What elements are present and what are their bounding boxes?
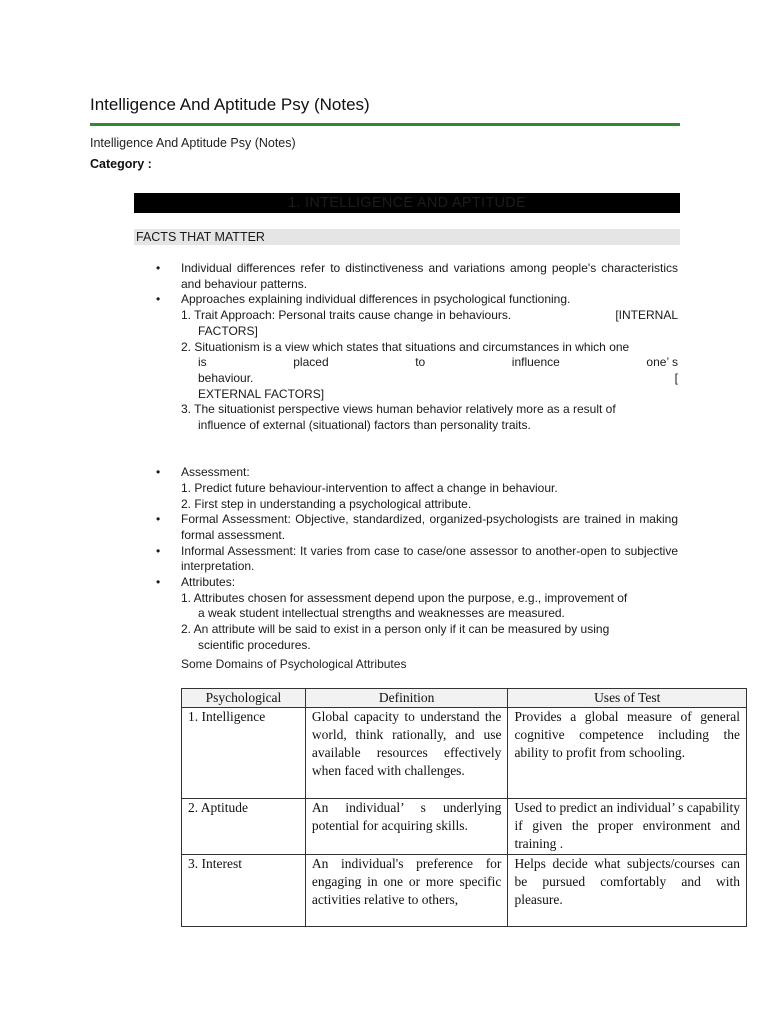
list-subitem-continuation: FACTORS] (198, 323, 258, 338)
list-item: • Formal Assessment: Objective, standardized, organized-psychologists are trained in making formal assessment. (156, 512, 678, 542)
column-header: Definition (305, 689, 508, 708)
table-cell: 2. Aptitude (182, 799, 306, 855)
column-header: Uses of Test (508, 689, 747, 708)
table-header-row (182, 689, 747, 708)
list-subitem: 2. An attribute will be said to exist in a person only if it can be measured by using (181, 622, 610, 637)
list-subitem-continuation: a weak student intellectual strengths and weaknesses are measured. (198, 606, 565, 621)
list-item: • Assessment: (156, 465, 250, 480)
bullet-icon: • (156, 261, 161, 275)
list-subitem: 1. Trait Approach: Personal traits cause change in behaviours. [INTERNAL (181, 308, 678, 323)
table-cell: An individual’ s underlying potential for acquiring skills. (305, 799, 508, 855)
list-item: • Informal Assessment: It varies from case to case/one assessor to another-open to subjective interpretation. (156, 543, 678, 574)
bullet-icon: • (156, 512, 161, 527)
list-subitem: 3. The situationist perspective views human behavior relatively more as a result of (181, 402, 616, 417)
list-subitem-continuation: influence of external (situational) factors than personality traits. (198, 418, 531, 433)
section-banner: 1. INTELLIGENCE AND APTITUDE (134, 193, 680, 213)
list-subitem: 1. Predict future behaviour-intervention to affect a change in behaviour. (181, 480, 558, 495)
table-cell: 1. Intelligence (182, 708, 306, 799)
list-subitem: 1. Attributes chosen for assessment depend upon the purpose, e.g., improvement of (181, 590, 628, 605)
category-label: Category : (90, 157, 152, 171)
table-row (182, 855, 747, 927)
list-subitem-continuation: scientific procedures. (198, 637, 311, 652)
table-cell: An individual's preference for engaging in one or more specific activities relative to others, (305, 855, 508, 927)
table-cell: Provides a global measure of general cognitive competence including the ability to profit from schooling. (508, 708, 747, 799)
list-subitem-continuation: behaviour. [ (198, 370, 678, 385)
list-item: • Attributes: (156, 575, 236, 590)
column-header: Psychological (182, 689, 306, 708)
attributes-table (181, 688, 747, 927)
table-row (182, 799, 747, 855)
facts-heading: FACTS THAT MATTER (134, 229, 680, 245)
table-cell: Global capacity to understand the world, think rationally, and use available resources effectively when faced with challenges. (305, 708, 508, 799)
notes-body (154, 261, 678, 654)
title-divider (90, 123, 680, 126)
bullet-icon: • (156, 465, 161, 480)
table-cell: Used to predict an individual’ s capability if given the proper environment and training . (508, 799, 747, 855)
list-subitem: 2. Situationism is a view which states that situations and circumstances in which one (181, 339, 630, 354)
table-cell: 3. Interest (182, 855, 306, 927)
table-row (182, 708, 747, 799)
list-item: • Individual differences refer to distinctiveness and variations among people's characteristics and behaviour patterns. (156, 261, 678, 291)
page-subtitle: Intelligence And Aptitude Psy (Notes) (90, 136, 296, 150)
bullet-icon: • (156, 292, 161, 307)
bullet-icon: • (156, 575, 161, 590)
bullet-icon: • (156, 543, 161, 558)
list-subitem-continuation: EXTERNAL FACTORS] (198, 386, 325, 401)
list-subitem-continuation: is placed to influence one’ s (198, 355, 678, 370)
page-title: Intelligence And Aptitude Psy (Notes) (90, 95, 370, 114)
table-caption: Some Domains of Psychological Attributes (181, 657, 407, 671)
list-subitem: 2. First step in understanding a psychological attribute. (181, 496, 472, 511)
table-cell: Helps decide what subjects/courses can be pursued comfortably and with pleasure. (508, 855, 747, 927)
list-item: • Approaches explaining individual differences in psychological functioning. (156, 292, 571, 307)
